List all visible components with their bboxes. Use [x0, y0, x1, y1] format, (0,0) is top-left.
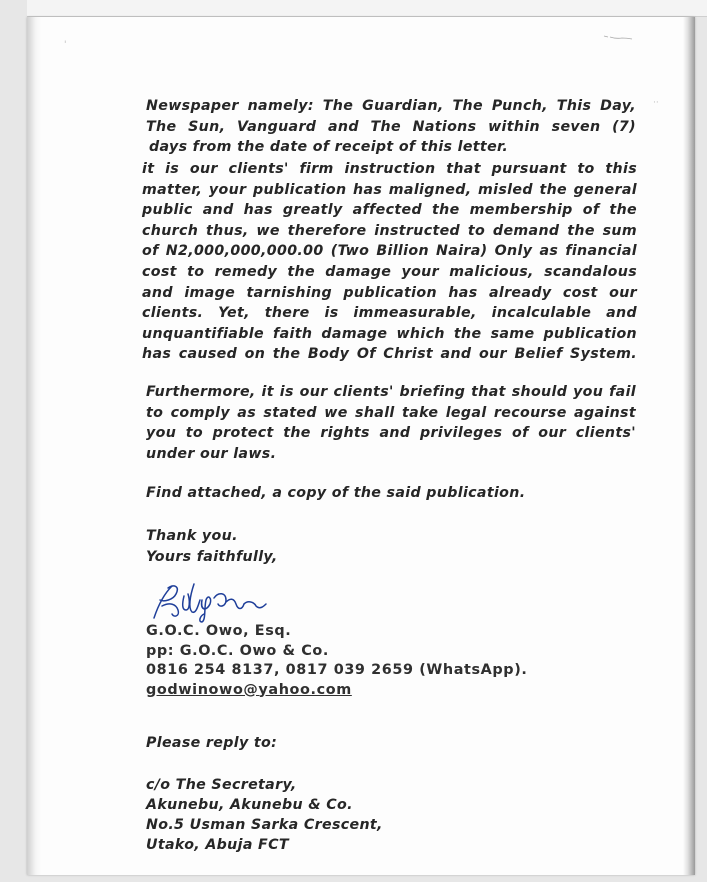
- reply-heading: Please reply to:: [146, 735, 278, 751]
- text-line: Newspaper namely: The Guardian, The Punch, This Day,: [146, 98, 636, 114]
- text-line: of N2,000,000,000.00 (Two Billion Naira) Only as financial: [142, 243, 637, 260]
- text-line: public and has greatly affected the membership of the: [142, 202, 637, 219]
- thank-you-line: Thank you.: [146, 528, 238, 544]
- scan-specks: [590, 28, 650, 48]
- page-left-shadow: [27, 17, 41, 875]
- sender-firm: pp: G.O.C. Owo & Co.: [146, 642, 329, 659]
- text-line: cost to remedy the damage your malicious, scandalous: [142, 263, 637, 280]
- handwritten-signature: [144, 576, 274, 624]
- furthermore-paragraph: [146, 382, 636, 464]
- text-line: matter, your publication has maligned, misled the general: [142, 181, 637, 198]
- text-line: days from the date of receipt of this letter.: [149, 139, 509, 156]
- sender-phones: 0816 254 8137, 0817 039 2659 (WhatsApp).: [146, 662, 528, 678]
- opening-paragraph: [146, 96, 636, 158]
- address-line: No.5 Usman Sarka Crescent,: [146, 817, 383, 833]
- address-line: Akunebu, Akunebu & Co.: [146, 797, 353, 813]
- scan-speck: ··: [653, 98, 659, 108]
- text-line: you to protect the rights and privileges of our clients': [146, 425, 636, 442]
- attachment-note: Find attached, a copy of the said publication.: [146, 485, 526, 501]
- scan-speck: ': [64, 40, 67, 50]
- address-line: Utako, Abuja FCT: [146, 837, 289, 853]
- text-line: unquantifiable faith damage which the same publication: [142, 325, 637, 342]
- text-line: and image tarnishing publication has already cost our: [142, 284, 637, 301]
- text-line: has caused on the Body Of Christ and our Belief System.: [142, 346, 637, 363]
- text-line: church thus, we therefore instructed to demand the sum: [142, 222, 637, 239]
- text-line: Furthermore, it is our clients' briefing that should you fail: [146, 384, 636, 400]
- text-line: to comply as stated we shall take legal recourse against: [146, 404, 636, 421]
- letter-body: [142, 96, 637, 565]
- sender-name: G.O.C. Owo, Esq.: [146, 623, 292, 639]
- address-line: c/o The Secretary,: [146, 777, 297, 793]
- page-right-shadow: [683, 17, 695, 875]
- closing-block: [146, 526, 278, 567]
- page-top-strip: [27, 0, 707, 17]
- text-line: clients. Yet, there is immeasurable, incalculable and: [142, 305, 637, 322]
- text-line: it is our clients' firm instruction that pursuant to this: [142, 161, 637, 177]
- text-line: under our laws.: [146, 445, 277, 462]
- sender-email-link[interactable]: godwinowo@yahoo.com: [146, 681, 352, 698]
- sender-block: [146, 622, 527, 700]
- reply-address: [146, 775, 383, 855]
- text-line: The Sun, Vanguard and The Nations within seven (7): [146, 118, 636, 135]
- demand-paragraph: [142, 159, 637, 365]
- closing-line: Yours faithfully,: [146, 548, 278, 565]
